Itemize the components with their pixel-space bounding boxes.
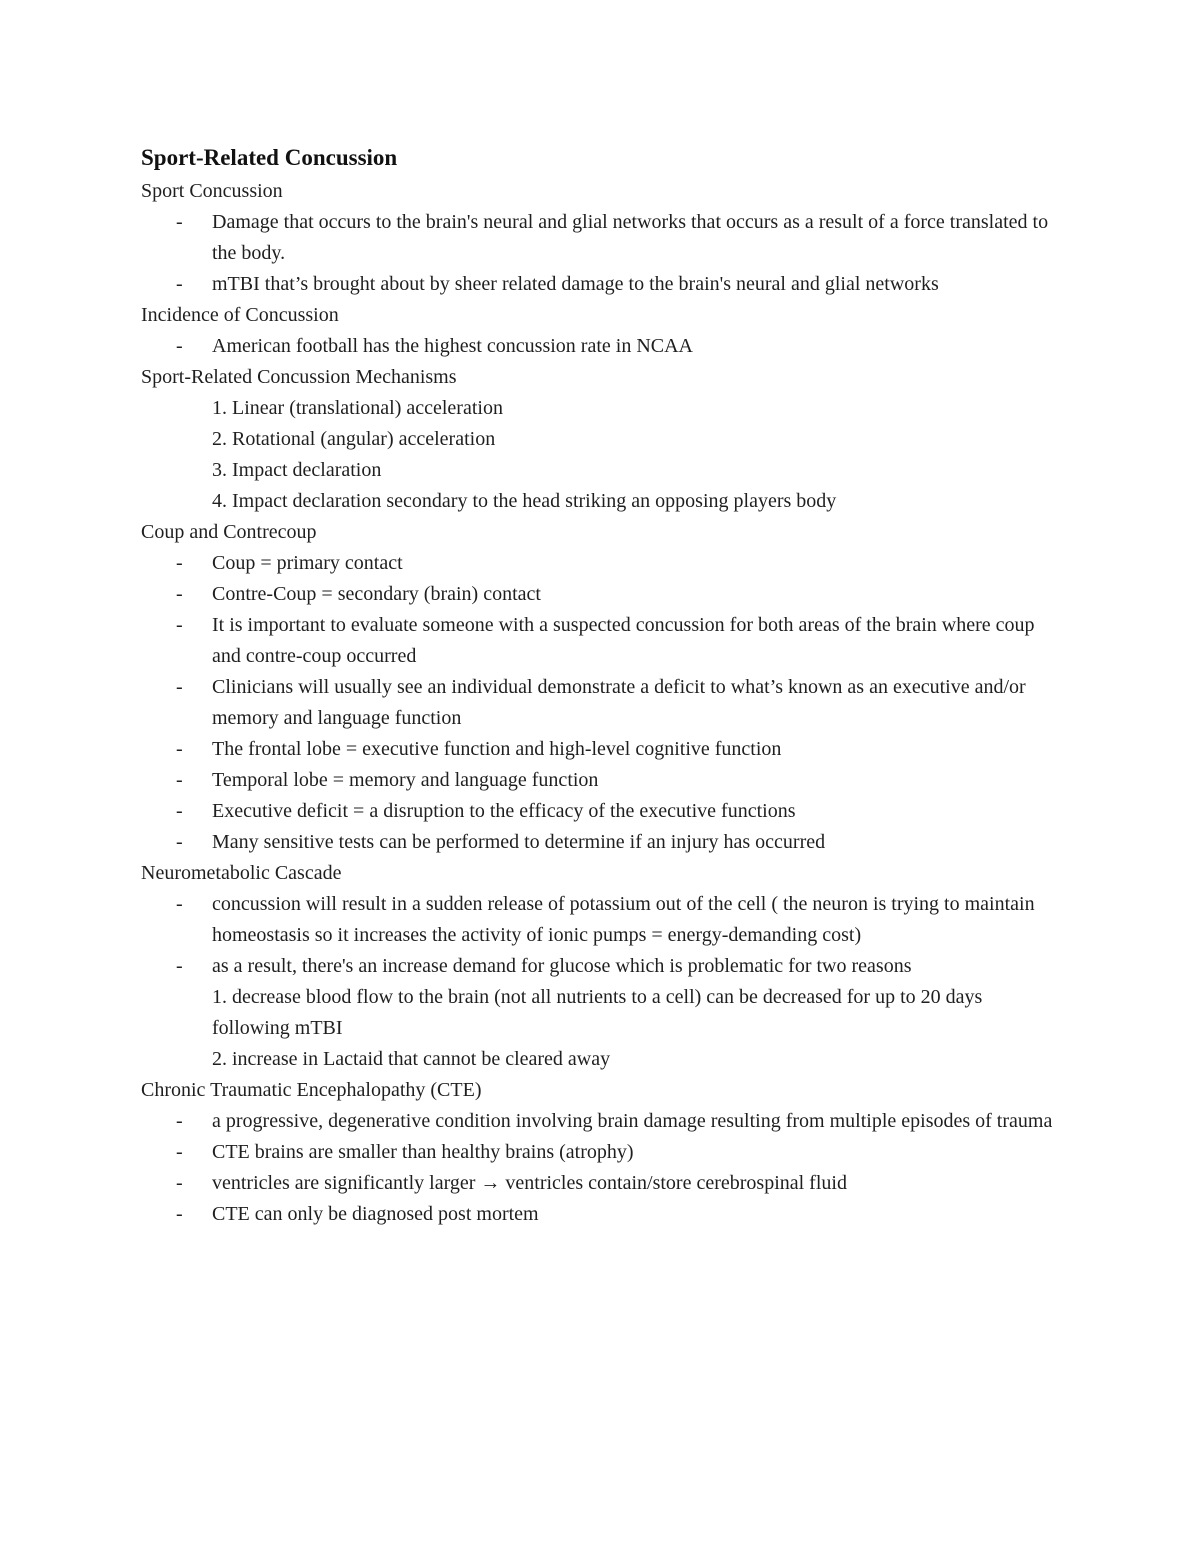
numbered-item: 3. Impact declaration (212, 459, 382, 481)
dash-bullet: - (176, 211, 183, 233)
list-item-text: ventricles are significantly larger → ventricles contain/store cerebrospinal fluid (212, 1172, 847, 1194)
list-item-text: concussion will result in a sudden release of potassium out of the cell ( the neuron is trying to maintain homeostasis so it increases the activity of ionic pumps = energy-demanding cost) (212, 893, 1035, 946)
dash-bullet: - (176, 583, 183, 605)
numbered-item: 1. Linear (translational) acceleration (212, 397, 503, 419)
dash-bullet: - (176, 1110, 183, 1132)
list-item-text: mTBI that’s brought about by sheer related damage to the brain's neural and glial networks (212, 273, 939, 295)
dash-bullet: - (176, 769, 183, 791)
list-item-text: as a result, there's an increase demand for glucose which is problematic for two reasons (212, 955, 912, 977)
list-item (141, 889, 1061, 951)
bullet-list (141, 331, 1061, 362)
dash-bullet: - (176, 800, 183, 822)
list-item (141, 1137, 1061, 1168)
numbered-item: 2. increase in Lactaid that cannot be cleared away (212, 1048, 611, 1070)
list-item (141, 1199, 1061, 1230)
numbered-item: 1. decrease blood flow to the brain (not all nutrients to a cell) can be decreased for up to 20 days following mTBI (212, 986, 983, 1039)
dash-bullet: - (176, 1203, 183, 1225)
document-page (141, 140, 1061, 1230)
numbered-item: 2. Rotational (angular) acceleration (212, 428, 496, 450)
list-item (141, 331, 1061, 362)
list-item (141, 672, 1061, 734)
list-item-text: Many sensitive tests can be performed to determine if an injury has occurred (212, 831, 826, 853)
list-item (141, 579, 1061, 610)
list-item (141, 796, 1061, 827)
dash-bullet: - (176, 335, 183, 357)
list-item (141, 269, 1061, 300)
bullet-list (141, 207, 1061, 300)
list-item (141, 827, 1061, 858)
document-title: Sport-Related Concussion (141, 145, 398, 170)
list-item-text: a progressive, degenerative condition involving brain damage resulting from multiple episodes of trauma (212, 1110, 1053, 1132)
dash-bullet: - (176, 893, 183, 915)
dash-bullet: - (176, 1141, 183, 1163)
list-item (141, 1106, 1061, 1137)
dash-bullet: - (176, 1172, 183, 1194)
list-item (141, 765, 1061, 796)
dash-bullet: - (176, 738, 183, 760)
bullet-list (141, 1106, 1061, 1230)
list-item-text: Executive deficit = a disruption to the efficacy of the executive functions (212, 800, 796, 822)
list-item-text: Contre-Coup = secondary (brain) contact (212, 583, 541, 605)
dash-bullet: - (176, 552, 183, 574)
list-item-text: Damage that occurs to the brain's neural and glial networks that occurs as a result of a force translated to the body. (212, 211, 1049, 264)
list-item-text: The frontal lobe = executive function and high-level cognitive function (212, 738, 782, 760)
list-item (141, 548, 1061, 579)
list-item-text: American football has the highest concussion rate in NCAA (212, 335, 693, 357)
list-item (141, 734, 1061, 765)
dash-bullet: - (176, 614, 183, 636)
list-item-text: CTE can only be diagnosed post mortem (212, 1203, 539, 1225)
section-heading-neurometabolic-cascade: Neurometabolic Cascade (141, 862, 342, 884)
bullet-list (141, 889, 1061, 982)
section-heading-coup-contrecoup: Coup and Contrecoup (141, 521, 317, 543)
list-item-text: CTE brains are smaller than healthy brains (atrophy) (212, 1141, 634, 1163)
list-item-text: It is important to evaluate someone with a suspected concussion for both areas of the brain where coup and contre-coup occurred (212, 614, 1035, 667)
list-item-text: Temporal lobe = memory and language function (212, 769, 599, 791)
section-heading-sport-concussion: Sport Concussion (141, 180, 283, 202)
section-heading-cte: Chronic Traumatic Encephalopathy (CTE) (141, 1079, 482, 1101)
list-item-text: Coup = primary contact (212, 552, 403, 574)
list-item (141, 951, 1061, 982)
dash-bullet: - (176, 955, 183, 977)
list-item (141, 207, 1061, 269)
bullet-list (141, 548, 1061, 858)
dash-bullet: - (176, 676, 183, 698)
list-item (141, 610, 1061, 672)
dash-bullet: - (176, 273, 183, 295)
section-heading-mechanisms: Sport-Related Concussion Mechanisms (141, 366, 457, 388)
numbered-item: 4. Impact declaration secondary to the head striking an opposing players body (212, 490, 837, 512)
dash-bullet: - (176, 831, 183, 853)
section-heading-incidence: Incidence of Concussion (141, 304, 339, 326)
list-item-text: Clinicians will usually see an individual demonstrate a deficit to what’s known as an executive and/or memory and language function (212, 676, 1026, 729)
list-item (141, 1168, 1061, 1199)
